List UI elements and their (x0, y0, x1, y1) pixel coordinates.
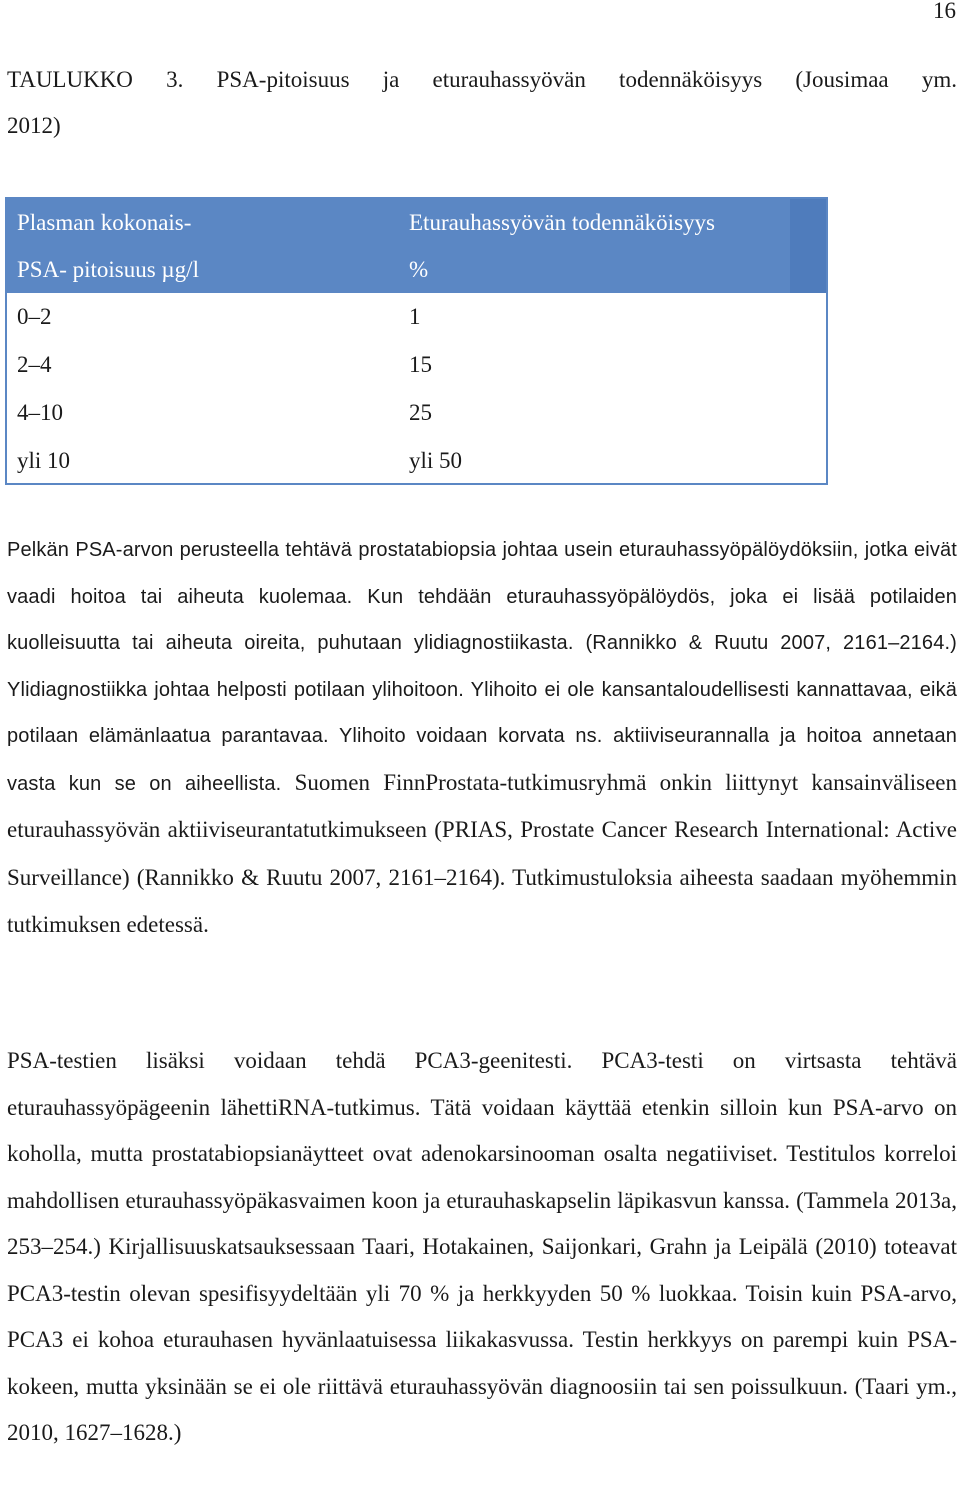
paragraph-2: PSA-testien lisäksi voidaan tehdä PCA3-geenitesti. PCA3-testi on virtsasta tehtävä eturauhassyöpägeenin lähettiRNA-tutkimus. Tätä voidaan käyttää etenkin silloin kun PSA-arvo on koholla, mutta prostatabiopsianäytteet ovat adenokarsinooman osalta negatiiviset. Testitulos korreloi mahdollisen eturauhassyöpäkasvaimen koon ja eturauhaskapselin läpikasvun kanssa. (Tammela 2013a, 253–254.) Kirjallisuuskatsauksessaan Taari, Hotakainen, Saijonkari, Grahn ja Leipälä (2010) toteavat PCA3-testin olevan spesifisyydeltään yli 70 % ja herkkyyden 50 % luokkaa. Toisin kuin PSA-arvo, PCA3 ei kohoa eturauhasen hyvänlaatuisessa liikakasvussa. Testin herkkyys on parempi kuin PSA-kokeen, mutta yksinään se ei ole riittävä eturauhassyövän diagnoosiin tai sen poissulkuun. (Taari ym., 2010, 1627–1628.) (7, 1048, 957, 1445)
table-row (5, 293, 828, 341)
probability-cell: 15 (409, 352, 432, 377)
page-number: 16 (933, 0, 956, 23)
psa-cell: yli 10 (17, 448, 71, 473)
probability-cell: 25 (409, 400, 432, 425)
header-col1-line2: PSA- pitoisuus µg/l (5, 246, 397, 293)
paragraph-1-part-1: Pelkän PSA-arvon perusteella tehtävä prostatabiopsia johtaa usein eturauhassyöpälöydöksiin, jotka eivät vaadi hoitoa tai aiheuta kuolemaa. Kun tehdään eturauhassyöpälöydös, joka ei lisää potilaiden kuolleisuutta tai aiheuta oireita, puhutaan ylidiagnostiikasta. (Rannikko & Ruutu 2007, 2161–2164.) Ylidiagnostiikka johtaa helposti potilaan ylihoitoon. Ylihoito ei ole kansantaloudellisesti kannattavaa, eikä potilaan elämänlaatua parantavaa. Ylihoito voidaan korvata ns. aktiiviseurannalla ja hoitoa annetaan vasta kun se on aiheellista. (7, 539, 957, 795)
header-col1-line1: Plasman kokonais- (5, 197, 397, 246)
psa-table (5, 197, 828, 485)
probability-cell: yli 50 (409, 448, 463, 473)
table-row (5, 437, 828, 485)
psa-cell: 0–2 (17, 304, 52, 329)
table-header-row-1 (5, 197, 828, 246)
psa-cell: 4–10 (17, 400, 63, 425)
header-col2-line1: Eturauhassyövän todennäköisyys (397, 197, 828, 246)
paragraph-1-part-2: Suomen FinnProstata-tutkimusryhmä onkin liittynyt kansainväliseen eturauhassyövän aktiiviseurantatutkimukseen (PRIAS, Prostate Cancer Research International: Active Surveillance) (Rannikko & Ruutu 2007, 2161–2164). Tutkimustuloksia aiheesta saadaan myöhemmin tutkimuksen edetessä. (7, 769, 957, 937)
header-edge-strip (790, 197, 826, 293)
caption-line-1: TAULUKKO 3. PSA-pitoisuus ja eturauhassyövän todennäköisyys (Jousimaa ym. (7, 67, 957, 92)
paragraph-1 (7, 527, 957, 950)
table-row (5, 389, 828, 437)
probability-cell: 1 (409, 304, 421, 329)
table-row (5, 341, 828, 389)
psa-cell: 2–4 (17, 352, 52, 377)
table-caption (7, 57, 957, 149)
header-col2-line2: % (397, 246, 828, 293)
table-header-row-2 (5, 246, 828, 293)
caption-line-2: 2012) (7, 113, 61, 138)
